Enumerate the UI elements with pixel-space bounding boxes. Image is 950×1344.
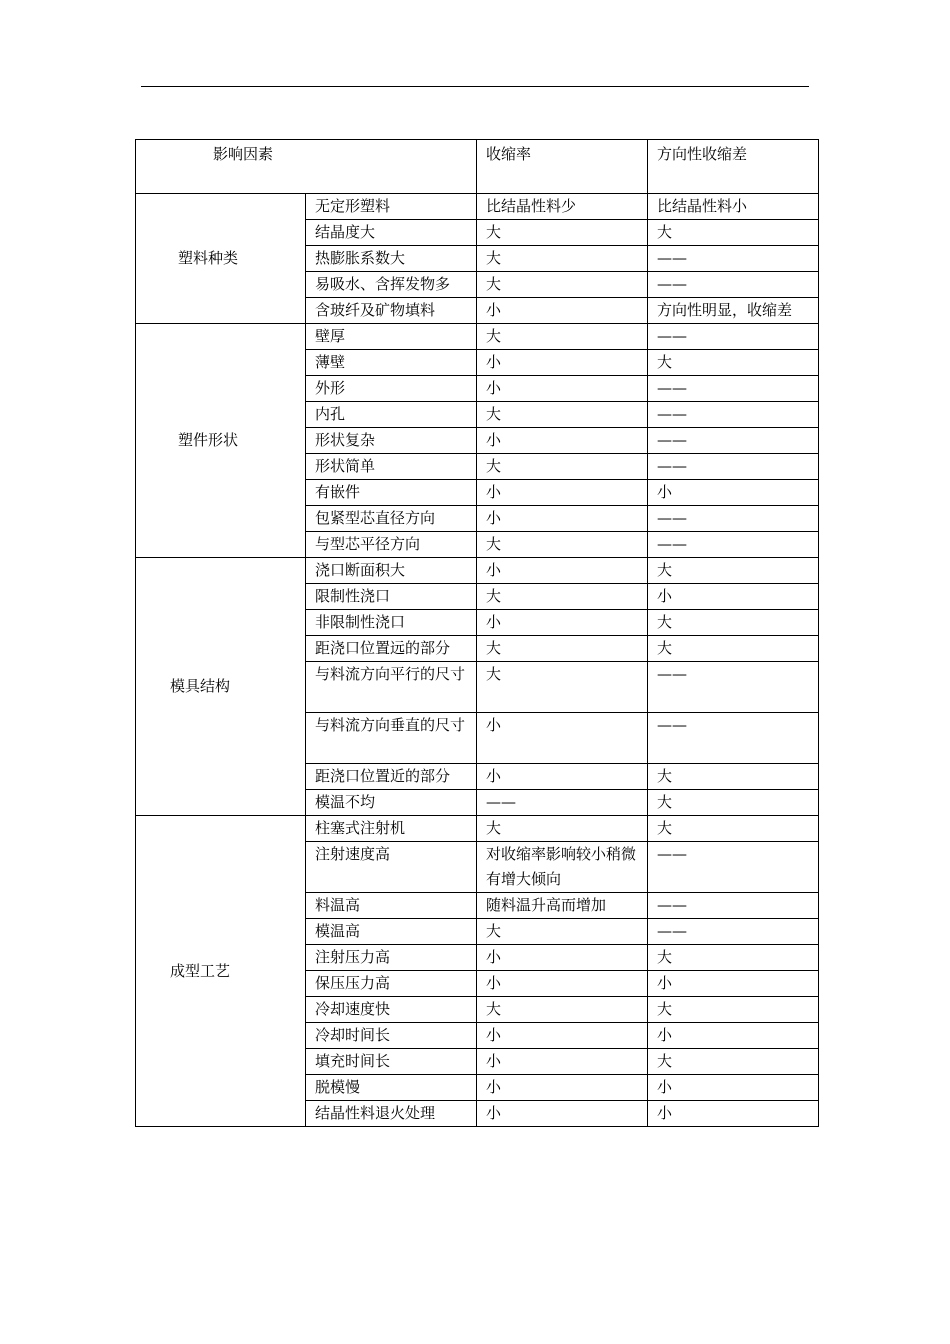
factor-cell: 包紧型芯直径方向	[306, 506, 477, 532]
factor-cell: 注射压力高	[306, 945, 477, 971]
shrinkage-cell: 小	[477, 298, 648, 324]
factor-cell: 脱模慢	[306, 1075, 477, 1101]
directional-cell: 小	[648, 971, 819, 997]
table-row	[136, 558, 819, 584]
shrinkage-cell: 大	[477, 272, 648, 298]
shrinkage-cell: 小	[477, 558, 648, 584]
factor-cell: 模温高	[306, 919, 477, 945]
directional-cell: 大	[648, 997, 819, 1023]
shrinkage-cell: 小	[477, 1023, 648, 1049]
factor-cell: 注射速度高	[306, 842, 477, 893]
directional-cell: 大	[648, 220, 819, 246]
directional-cell: ——	[648, 428, 819, 454]
group-molding-process: 成型工艺	[136, 816, 306, 1127]
shrinkage-cell: 大	[477, 246, 648, 272]
shrinkage-cell: 大	[477, 816, 648, 842]
table-row	[136, 324, 819, 350]
directional-cell: 大	[648, 1049, 819, 1075]
shrinkage-cell: 大	[477, 532, 648, 558]
shrinkage-factors-table	[135, 139, 819, 1127]
shrinkage-cell: 随料温升高而增加	[477, 893, 648, 919]
factor-cell: 内孔	[306, 402, 477, 428]
directional-cell: 大	[648, 636, 819, 662]
factor-cell: 与料流方向平行的尺寸	[306, 662, 477, 713]
factor-cell: 壁厚	[306, 324, 477, 350]
shrinkage-cell: 大	[477, 402, 648, 428]
factor-cell: 模温不均	[306, 790, 477, 816]
directional-cell: 小	[648, 1101, 819, 1127]
header-factor: 影响因素	[136, 140, 477, 194]
factor-cell: 冷却速度快	[306, 997, 477, 1023]
directional-cell: 小	[648, 1023, 819, 1049]
directional-cell: 方向性明显，收缩差	[648, 298, 819, 324]
factor-cell: 距浇口位置近的部分	[306, 764, 477, 790]
factor-cell: 有嵌件	[306, 480, 477, 506]
factor-cell: 与料流方向垂直的尺寸	[306, 713, 477, 764]
shrinkage-cell: 小	[477, 506, 648, 532]
shrinkage-cell: 大	[477, 324, 648, 350]
factor-cell: 浇口断面积大	[306, 558, 477, 584]
factor-cell: 易吸水、含挥发物多	[306, 272, 477, 298]
factor-cell: 形状复杂	[306, 428, 477, 454]
group-mold-structure: 模具结构	[136, 558, 306, 816]
factor-cell: 含玻纤及矿物填料	[306, 298, 477, 324]
shrinkage-cell: 大	[477, 919, 648, 945]
factor-cell: 结晶度大	[306, 220, 477, 246]
shrinkage-cell: 大	[477, 997, 648, 1023]
header-directional: 方向性收缩差	[648, 140, 819, 194]
directional-cell: 小	[648, 1075, 819, 1101]
directional-cell: 小	[648, 584, 819, 610]
directional-cell: ——	[648, 532, 819, 558]
directional-cell: ——	[648, 324, 819, 350]
directional-cell: ——	[648, 842, 819, 893]
factor-cell: 形状简单	[306, 454, 477, 480]
directional-cell: ——	[648, 376, 819, 402]
table-row	[136, 194, 819, 220]
directional-cell: 大	[648, 945, 819, 971]
factor-cell: 填充时间长	[306, 1049, 477, 1075]
factor-cell: 料温高	[306, 893, 477, 919]
shrinkage-cell: 比结晶性料少	[477, 194, 648, 220]
shrinkage-cell: 小	[477, 610, 648, 636]
directional-cell: ——	[648, 919, 819, 945]
factor-cell: 结晶性料退火处理	[306, 1101, 477, 1127]
directional-cell: 大	[648, 764, 819, 790]
table-header-row	[136, 140, 819, 194]
directional-cell: ——	[648, 246, 819, 272]
directional-cell: 小	[648, 480, 819, 506]
directional-cell: 大	[648, 816, 819, 842]
directional-cell: 大	[648, 558, 819, 584]
shrinkage-cell: 小	[477, 350, 648, 376]
factor-cell: 限制性浇口	[306, 584, 477, 610]
directional-cell: 大	[648, 790, 819, 816]
table-row	[136, 816, 819, 842]
group-part-shape: 塑件形状	[136, 324, 306, 558]
shrinkage-cell: 小	[477, 480, 648, 506]
shrinkage-cell: 大	[477, 220, 648, 246]
shrinkage-cell: 小	[477, 1049, 648, 1075]
shrinkage-cell: 大	[477, 636, 648, 662]
directional-cell: ——	[648, 506, 819, 532]
shrinkage-cell: ——	[477, 790, 648, 816]
factor-cell: 保压压力高	[306, 971, 477, 997]
factor-cell: 非限制性浇口	[306, 610, 477, 636]
shrinkage-cell: 小	[477, 945, 648, 971]
factor-cell: 柱塞式注射机	[306, 816, 477, 842]
factor-cell: 与型芯平径方向	[306, 532, 477, 558]
factor-cell: 距浇口位置远的部分	[306, 636, 477, 662]
directional-cell: ——	[648, 402, 819, 428]
directional-cell: ——	[648, 713, 819, 764]
factor-cell: 薄壁	[306, 350, 477, 376]
factor-cell: 冷却时间长	[306, 1023, 477, 1049]
shrinkage-cell: 大	[477, 584, 648, 610]
shrinkage-cell: 小	[477, 971, 648, 997]
factor-cell: 外形	[306, 376, 477, 402]
shrinkage-cell: 小	[477, 428, 648, 454]
shrinkage-cell: 大	[477, 662, 648, 713]
shrinkage-cell: 小	[477, 1075, 648, 1101]
directional-cell: 大	[648, 610, 819, 636]
directional-cell: 大	[648, 350, 819, 376]
factor-cell: 热膨胀系数大	[306, 246, 477, 272]
header-shrinkage: 收缩率	[477, 140, 648, 194]
shrinkage-cell: 大	[477, 454, 648, 480]
group-plastic-type: 塑料种类	[136, 194, 306, 324]
directional-cell: ——	[648, 893, 819, 919]
factor-cell: 无定形塑料	[306, 194, 477, 220]
page-header-rule	[141, 86, 809, 87]
directional-cell: ——	[648, 662, 819, 713]
directional-cell: 比结晶性料小	[648, 194, 819, 220]
shrinkage-cell: 小	[477, 1101, 648, 1127]
directional-cell: ——	[648, 454, 819, 480]
shrinkage-cell: 小	[477, 764, 648, 790]
shrinkage-cell: 小	[477, 376, 648, 402]
shrinkage-cell: 小	[477, 713, 648, 764]
directional-cell: ——	[648, 272, 819, 298]
shrinkage-cell: 对收缩率影响较小稍微有增大倾向	[477, 842, 648, 893]
